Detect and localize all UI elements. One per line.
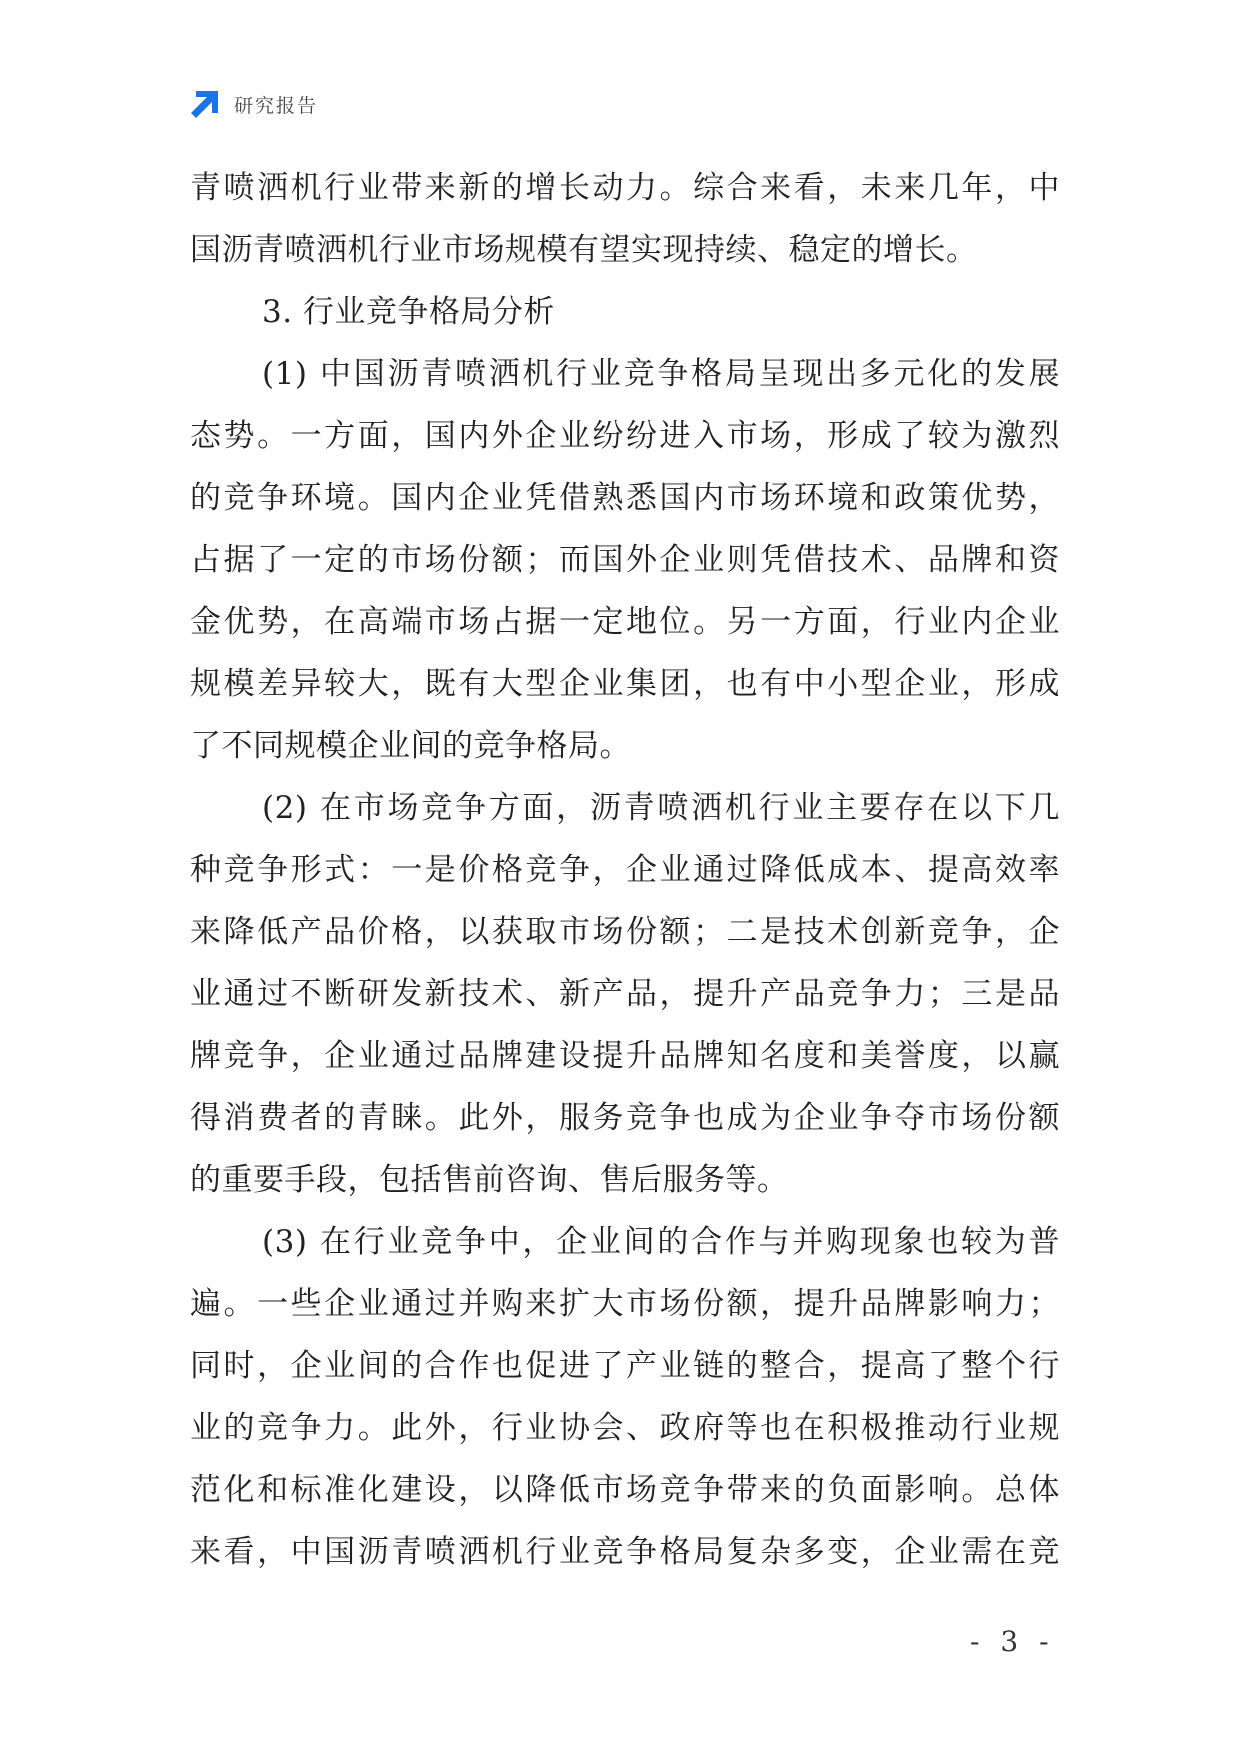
- body-line: 态势。一方面，国内外企业纷纷进入市场，形成了较为激烈: [190, 418, 1060, 454]
- body-line: 了不同规模企业间的竞争格局。: [190, 728, 631, 764]
- body-line: 遍。一些企业通过并购来扩大市场份额，提升品牌影响力；: [190, 1286, 1060, 1322]
- body-line: 得消费者的青睐。此外，服务竞争也成为企业争夺市场份额: [190, 1100, 1060, 1136]
- body-line: 占据了一定的市场份额；而国外企业则凭借技术、品牌和资: [190, 542, 1060, 578]
- body-line: 的重要手段，包括售前咨询、售后服务等。: [190, 1162, 789, 1198]
- body-line: 来看，中国沥青喷洒机行业竞争格局复杂多变，企业需在竞: [190, 1534, 1060, 1570]
- document-body: [190, 157, 1060, 1583]
- section-heading: 3. 行业竞争格局分析: [262, 294, 555, 330]
- body-line: (1) 中国沥青喷洒机行业竞争格局呈现出多元化的发展: [262, 356, 1060, 392]
- body-line: 牌竞争，企业通过品牌建设提升品牌知名度和美誉度，以赢: [190, 1038, 1060, 1074]
- body-line: 规模差异较大，既有大型企业集团，也有中小型企业，形成: [190, 666, 1060, 702]
- body-line: 同时，企业间的合作也促进了产业链的整合，提高了整个行: [190, 1348, 1060, 1384]
- body-line: 青喷洒机行业带来新的增长动力。综合来看，未来几年，中: [190, 170, 1060, 206]
- body-line: 业的竞争力。此外，行业协会、政府等也在积极推动行业规: [190, 1410, 1060, 1446]
- header-title: 研究报告: [234, 94, 319, 117]
- body-line: 来降低产品价格，以获取市场份额；二是技术创新竞争，企: [190, 914, 1060, 950]
- body-line: (3) 在行业竞争中，企业间的合作与并购现象也较为普: [262, 1224, 1060, 1260]
- body-line: (2) 在市场竞争方面，沥青喷洒机行业主要存在以下几: [262, 790, 1060, 826]
- body-line: 金优势，在高端市场占据一定地位。另一方面，行业内企业: [190, 604, 1060, 640]
- body-line: 的竞争环境。国内企业凭借熟悉国内市场环境和政策优势，: [190, 480, 1060, 516]
- body-line: 种竞争形式：一是价格竞争，企业通过降低成本、提高效率: [190, 852, 1060, 888]
- body-line: 业通过不断研发新技术、新产品，提升产品竞争力；三是品: [190, 976, 1060, 1012]
- body-line: 范化和标准化建设，以降低市场竞争带来的负面影响。总体: [190, 1472, 1060, 1508]
- report-header: [190, 86, 318, 122]
- page-number: - 3 -: [970, 1625, 1055, 1658]
- body-line: 国沥青喷洒机行业市场规模有望实现持续、稳定的增长。: [190, 232, 978, 268]
- arrow-up-right-icon: [190, 89, 220, 119]
